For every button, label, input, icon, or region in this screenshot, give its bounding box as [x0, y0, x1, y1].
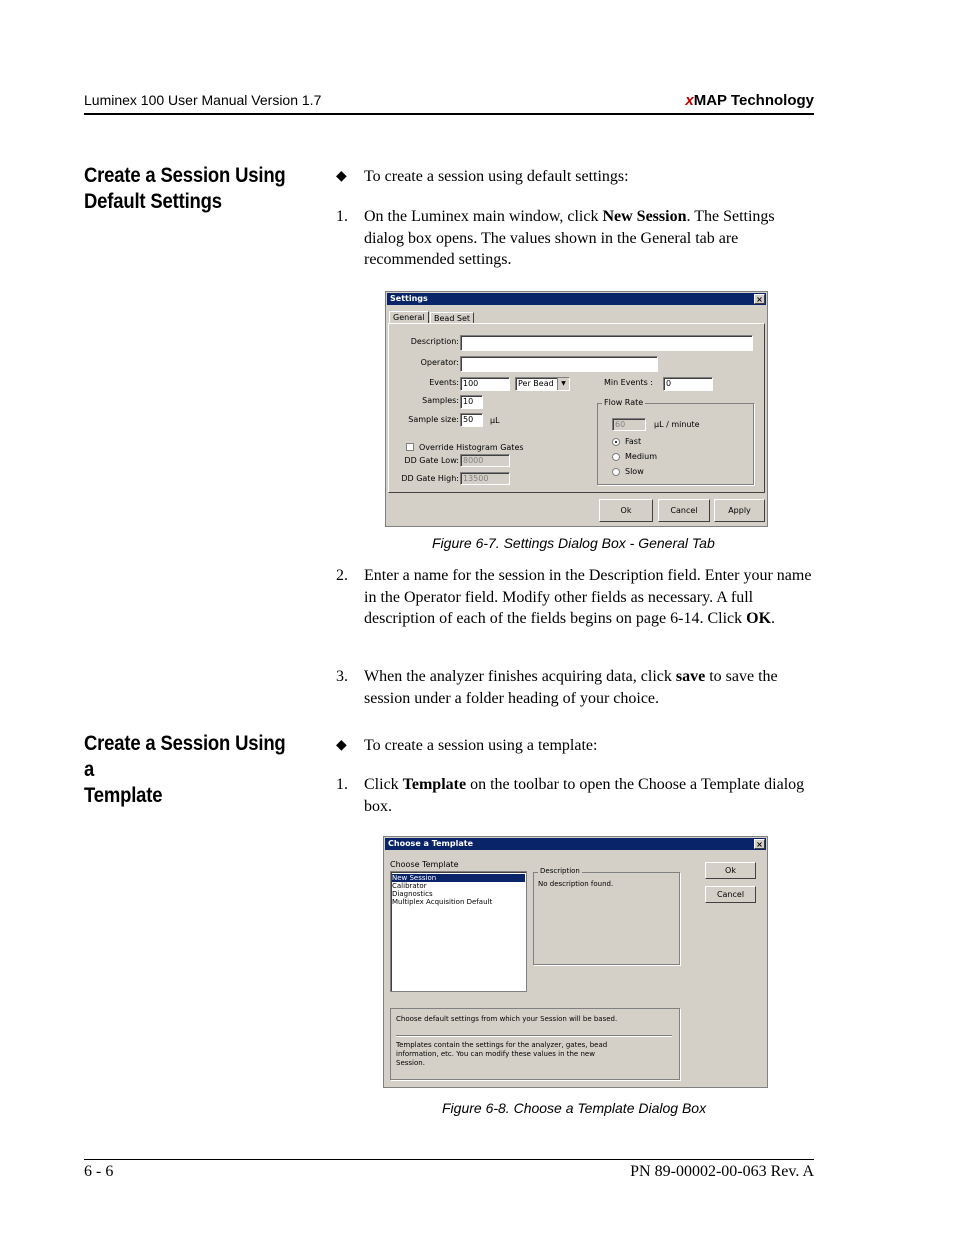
step-number: 1.	[336, 208, 348, 225]
dd-gate-low-label: DD Gate Low:	[404, 456, 459, 465]
list-item[interactable]: Diagnostics	[392, 890, 433, 898]
apply-button[interactable]: Apply	[714, 499, 765, 522]
radio-medium-label: Medium	[625, 452, 657, 461]
running-header-brand	[685, 92, 814, 109]
heading-line: Default Settings	[84, 190, 222, 213]
settings-dialog	[385, 291, 768, 527]
dialog-title: Choose a Template	[388, 839, 473, 848]
override-gates-checkbox[interactable]	[406, 443, 414, 451]
divider	[396, 1035, 672, 1036]
step-number: 2.	[336, 567, 348, 584]
per-bead-value: Per Bead	[518, 379, 554, 388]
dialog-title: Settings	[390, 294, 428, 303]
step-number: 1.	[336, 776, 348, 793]
cancel-button[interactable]: Cancel	[705, 886, 756, 903]
part-number: PN 89-00002-00-063 Rev. A	[630, 1163, 814, 1180]
sample-size-unit: µL	[490, 416, 500, 425]
figure-caption: Figure 6-8. Choose a Template Dialog Box	[442, 1100, 707, 1116]
text-run: to save the session under a folder heading of your choice.	[364, 668, 778, 707]
diamond-bullet-icon: ◆	[336, 738, 347, 753]
operator-field[interactable]	[460, 356, 658, 372]
list-item[interactable]: Multiplex Acquisition Default	[392, 898, 493, 906]
help-text: Templates contain the settings for the analyzer, gates, bead information, etc. You can modify these values in the new Session.	[396, 1041, 608, 1067]
description-text: No description found.	[538, 880, 614, 888]
ok-button[interactable]: Ok	[599, 499, 653, 522]
template-listbox[interactable]	[390, 871, 527, 992]
events-field[interactable]: 100	[460, 377, 510, 391]
help-text: Choose default settings from which your Session will be based.	[396, 1015, 618, 1023]
tab-bead-set[interactable]: Bead Set	[430, 312, 474, 324]
step-number: 3.	[336, 668, 348, 685]
step-2	[336, 565, 816, 630]
text-run: When the analyzer finishes acquiring data, click	[364, 668, 676, 685]
min-events-label: Min Events :	[603, 378, 653, 387]
bold-run: save	[675, 668, 706, 685]
description-field[interactable]	[460, 335, 753, 351]
text-run: Enter a name for the session in the Description field. Enter your name in the Operator field. Modify other fields as necessary. A full description of each of the fields begins on page 6-14. Click	[364, 567, 812, 627]
radio-slow[interactable]	[612, 468, 620, 476]
flow-rate-unit: µL / minute	[654, 420, 700, 429]
bullet-text: To create a session using default settings:	[364, 168, 629, 185]
step-text	[364, 666, 816, 709]
bullet-item	[336, 166, 816, 188]
samples-field[interactable]: 10	[460, 395, 483, 409]
text-run: Click	[364, 776, 403, 793]
radio-slow-label: Slow	[625, 467, 644, 476]
text-run: on the toolbar to open the Choose a Template dialog box.	[364, 776, 805, 815]
header-rule	[84, 113, 814, 115]
heading-line: Template	[84, 784, 163, 807]
text-run: .	[771, 610, 776, 627]
sample-size-field[interactable]: 50	[460, 413, 483, 427]
bullet-text: To create a session using a template:	[364, 737, 598, 754]
close-icon[interactable]: ×	[754, 294, 765, 304]
bold-run: OK	[746, 610, 772, 627]
brand-rest: MAP Technology	[693, 92, 814, 109]
step-text	[364, 206, 816, 271]
radio-fast-label: Fast	[625, 437, 642, 446]
cancel-button[interactable]: Cancel	[658, 499, 710, 522]
choose-template-dialog	[383, 836, 768, 1088]
bold-run: Template	[402, 776, 467, 793]
tab-general[interactable]: General	[389, 311, 429, 324]
bold-run: New Session	[602, 208, 687, 225]
flow-rate-group	[597, 398, 754, 485]
dd-gate-low-field[interactable]: 8000	[460, 454, 510, 467]
page-number: 6 - 6	[84, 1163, 114, 1180]
dd-gate-high-field[interactable]: 13500	[460, 472, 510, 485]
dialog-titlebar	[385, 838, 766, 850]
step-text	[364, 774, 816, 817]
help-group	[390, 1008, 680, 1080]
override-gates-label: Override Histogram Gates	[419, 443, 524, 452]
footer-rule	[84, 1159, 814, 1160]
radio-fast[interactable]	[612, 438, 620, 446]
min-events-field[interactable]: 0	[663, 377, 713, 391]
running-header-title: Luminex 100 User Manual Version 1.7	[84, 92, 322, 108]
text-run: . The Settings dialog box opens. The values shown in the General tab are recommended settings.	[364, 208, 775, 268]
samples-label: Samples:	[422, 396, 459, 405]
dialog-titlebar	[387, 293, 766, 305]
description-label: Description	[540, 867, 580, 875]
per-bead-select[interactable]	[515, 377, 570, 391]
events-label: Events:	[429, 378, 459, 387]
step-text	[364, 565, 816, 630]
operator-label: Operator:	[420, 358, 459, 367]
bullet-item	[336, 735, 816, 757]
radio-medium[interactable]	[612, 453, 620, 461]
close-icon[interactable]: ×	[754, 839, 765, 849]
dd-gate-high-label: DD Gate High:	[401, 474, 459, 483]
step-1	[336, 774, 816, 817]
list-item[interactable]: Calibrator	[392, 882, 427, 890]
step-3	[336, 666, 816, 709]
flow-rate-field[interactable]: 60	[612, 418, 646, 431]
heading-line: Create a Session Using	[84, 164, 286, 187]
chevron-down-icon[interactable]: ▼	[557, 378, 569, 390]
heading-line: Create a Session Using a	[84, 732, 286, 781]
text-run: On the Luminex main window, click	[364, 208, 603, 225]
list-item[interactable]: New Session	[392, 874, 525, 882]
diamond-bullet-icon: ◆	[336, 169, 347, 184]
brand-x: x	[685, 92, 694, 109]
section-heading-default	[84, 163, 286, 215]
description-label: Description:	[410, 337, 459, 346]
ok-button[interactable]: Ok	[705, 862, 756, 879]
choose-template-label: Choose Template	[390, 860, 459, 869]
sample-size-label: Sample size:	[408, 415, 459, 424]
step-1	[336, 206, 816, 271]
figure-caption: Figure 6-7. Settings Dialog Box - General Tab	[432, 535, 715, 551]
section-heading-template	[84, 731, 286, 809]
flow-rate-label: Flow Rate	[604, 398, 644, 407]
description-group	[533, 867, 680, 965]
